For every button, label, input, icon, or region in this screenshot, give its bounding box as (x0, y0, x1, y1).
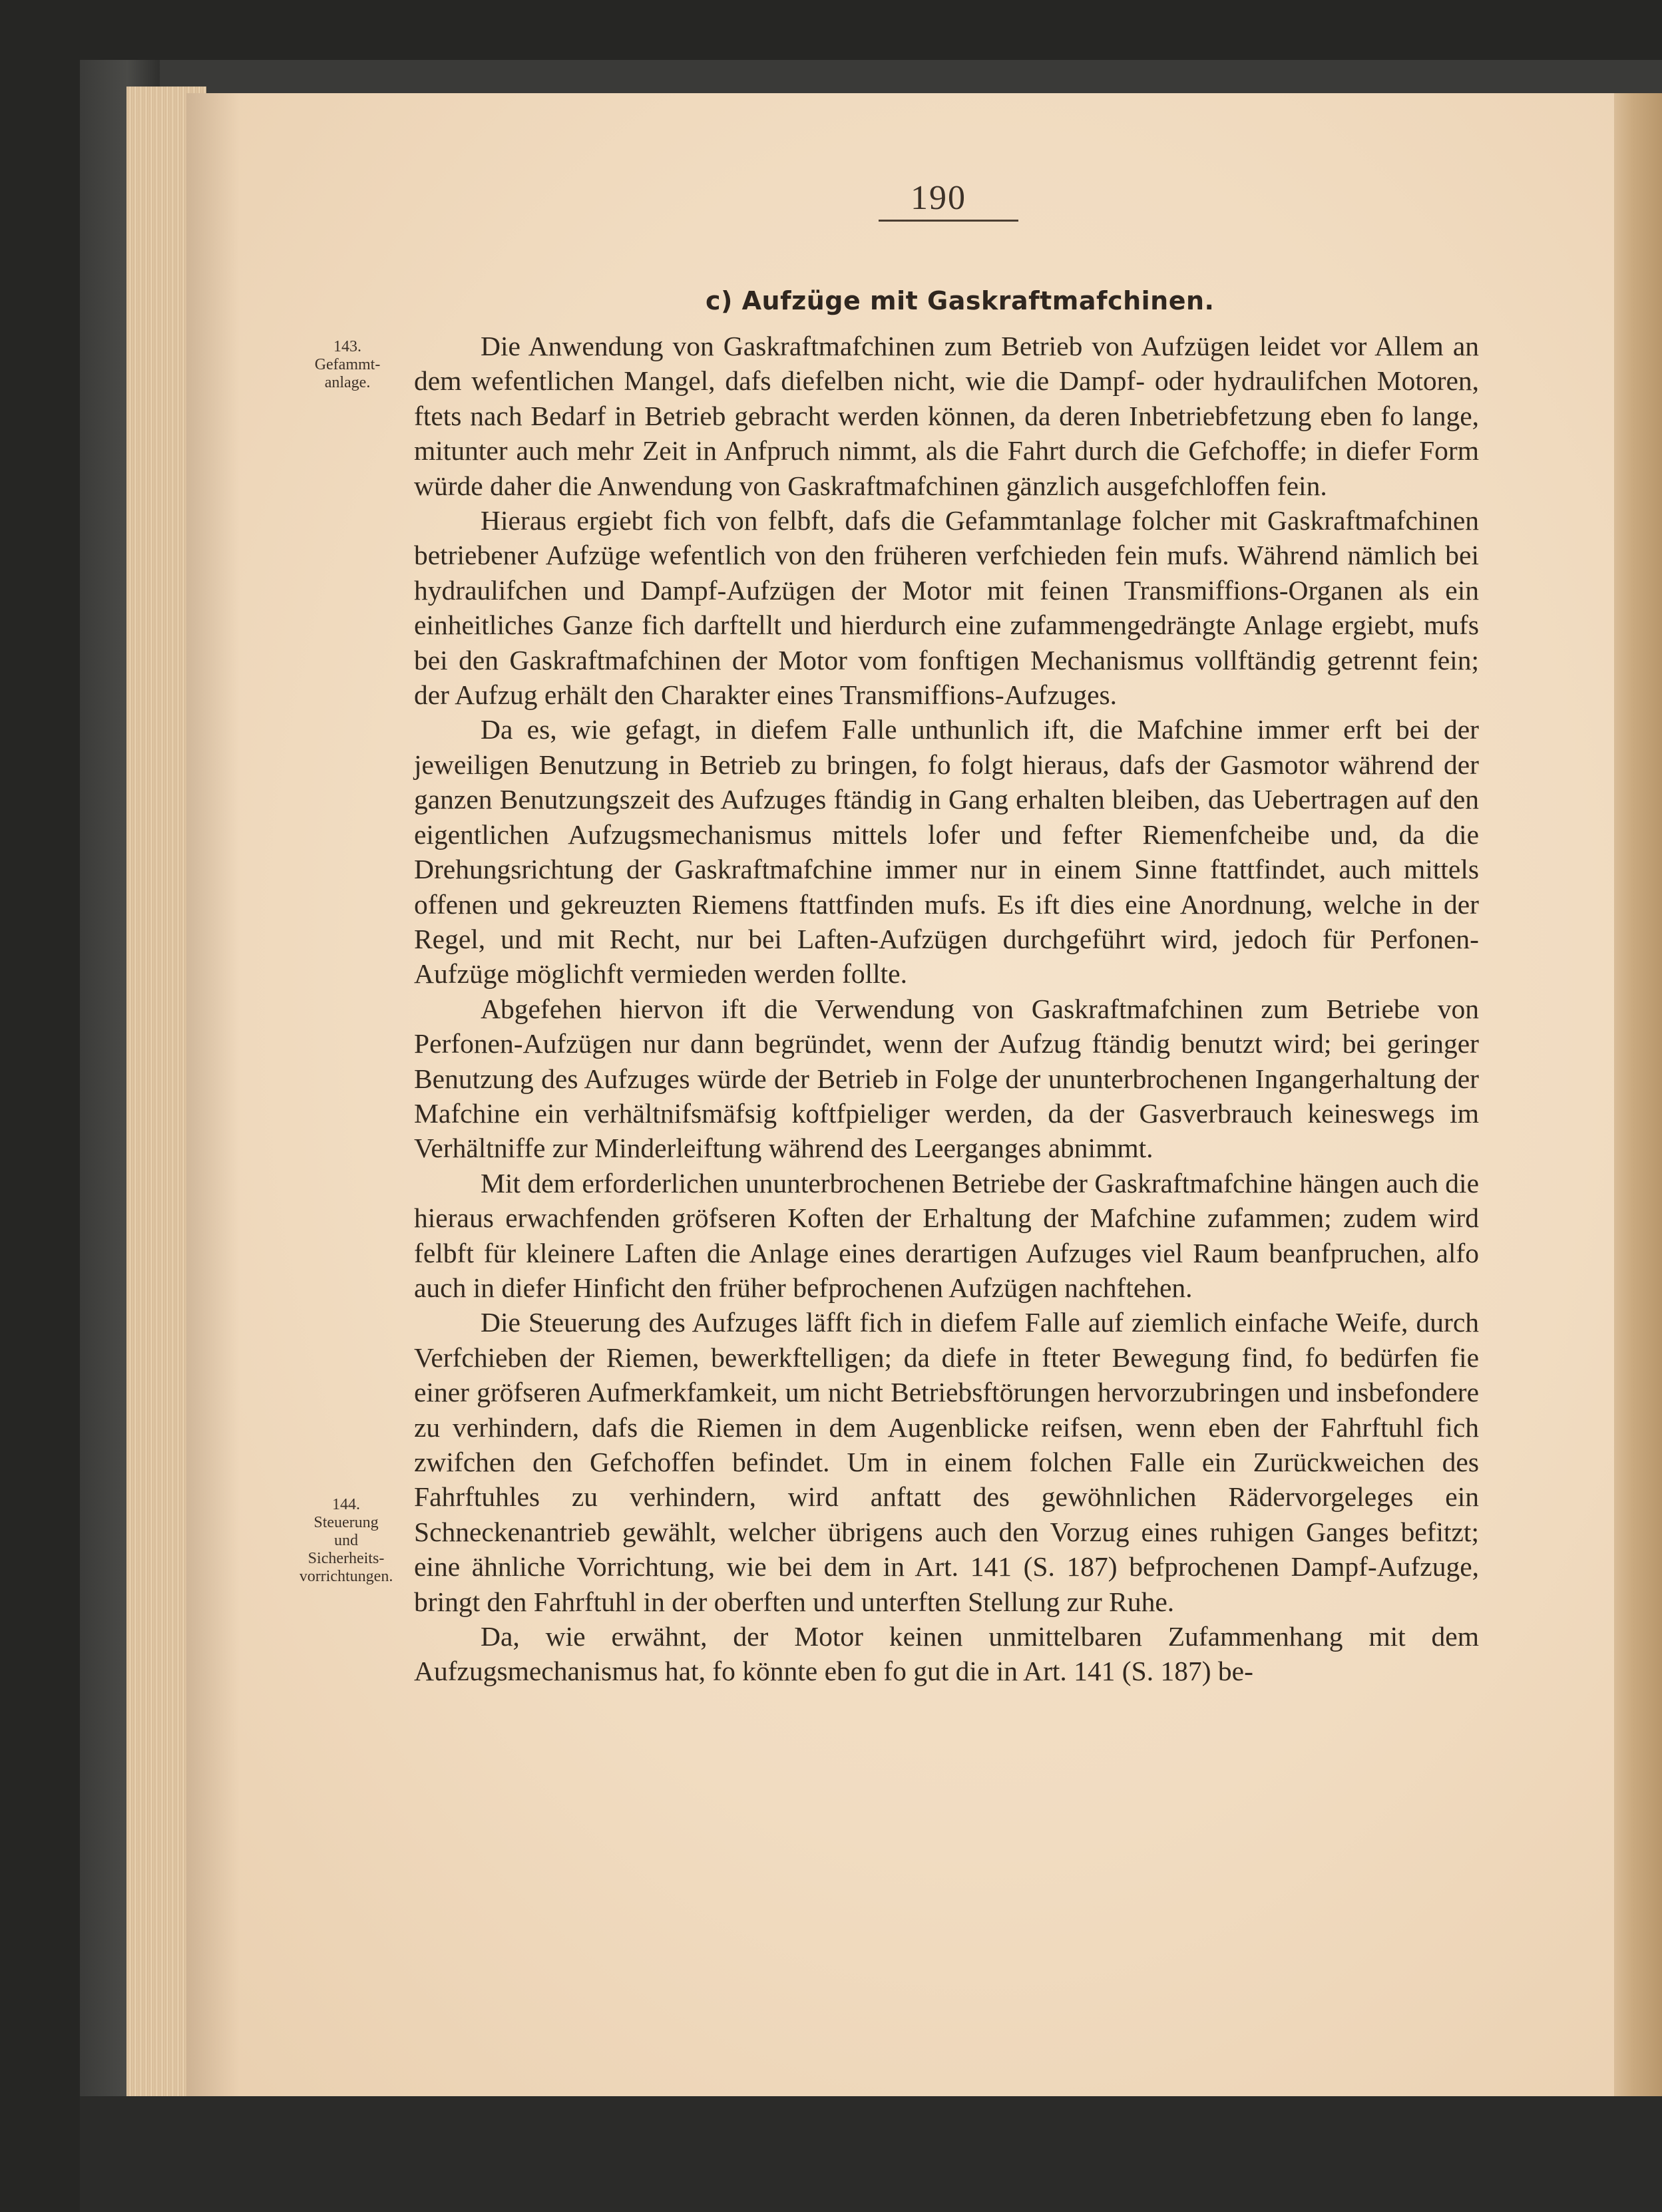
margin-note-line: Steuerung (313, 1514, 379, 1531)
margin-note-143 (281, 338, 414, 392)
section-heading: c) Aufzüge mit Gaskraftmafchinen. (706, 286, 1215, 315)
next-page-edge (1614, 93, 1662, 2096)
paragraph-1: Die Anwendung von Gaskraftmafchinen zum Betrieb von Aufzügen leidet vor Allem an dem wefentlichen Mangel, dafs diefelben nicht, wie die Dampf- oder hydraulifchen Motoren, ftets nach Bedarf in Betrieb gebracht werden können, da deren Inbetriebfetzung eben fo lange, mitunter auch mehr Zeit in Anfpruch nimmt, als die Fahrt durch die Gefchoffe; in diefer Form würde daher die Anwendung von Gaskraftmafchinen gänzlich ausgefchloffen fein. (414, 331, 1479, 501)
margin-note-line: vorrichtungen. (299, 1568, 393, 1585)
margin-note-line: und (334, 1532, 358, 1549)
paragraph-5: Mit dem erforderlichen ununterbrochenen Betriebe der Gaskraftmafchine hängen auch die hieraus erwachfenden gröfseren Koften der Erhaltung der Mafchine zufammen; zudem wird felbft für kleinere Laften die Anlage eines derartigen Aufzuges viel Raum beanfpruchen, alfo auch in diefer Hinficht den früher befprochenen Aufzügen nachftehen. (414, 1167, 1479, 1303)
book-cover-bottom (80, 2096, 1662, 2212)
margin-note-number: 143. (333, 338, 361, 355)
paragraph-2: Hieraus ergiebt fich von felbft, dafs die Gefammtanlage folcher mit Gaskraftmafchinen betriebener Aufzüge wefentlich von den früheren verfchieden fein mufs. Während nämlich bei hydraulifchen und Dampf-Aufzügen der Motor mit feinen Transmiffions-Organen als ein einheitliches Ganze fich darftellt und hierdurch eine zufammengedrängte Anlage ergiebt, mufs bei den Gaskraftmafchinen der Motor vom fonftigen Mechanismus vollftändig getrennt fein; der Aufzug erhält den Charakter eines Transmiffions-Aufzuges. (414, 505, 1479, 711)
body-text (414, 329, 1479, 1689)
page-number: 190 (911, 179, 966, 217)
page-number-rule (879, 220, 1018, 222)
margin-note-144 (273, 1496, 419, 1586)
margin-note-line: anlage. (324, 374, 371, 391)
paragraph-7: Da, wie erwähnt, der Motor keinen unmittelbaren Zufammenhang mit dem Aufzugsmechanismus hat, fo könnte eben fo gut die in Art. 141 (S. 187) be- (414, 1621, 1479, 1687)
margin-note-line: Sicherheits- (308, 1550, 385, 1567)
paragraph-6: Die Steuerung des Aufzuges läfft fich in diefem Falle auf ziemlich einfache Weife, durch Verfchieben der Riemen, bewerkftelligen; da diefe in fteter Bewegung find, fo bedürfen fie einer gröfseren Aufmerkfamkeit, um nicht Betriebsftörungen hervorzubringen und insbefondere zu verhindern, dafs die Riemen in dem Augenblicke reifsen, wenn eben der Fahrftuhl fich zwifchen den Gefchoffen befindet. Um in einem folchen Falle ein Zurückweichen des Fahrftuhles zu verhindern, wird anftatt des gewöhnlichen Rädervorgeleges ein Schneckenantrieb gewählt, welcher übrigens auch den Vorzug eines ruhigen Ganges befitzt; eine ähnliche Vorrichtung, wie bei dem in Art. 141 (S. 187) befprochenen Dampf-Aufzuge, bringt den Fahrftuhl in der oberften und unterften Stellung zur Ruhe. (414, 1307, 1479, 1617)
paragraph-4: Abgefehen hiervon ift die Verwendung von Gaskraftmafchinen zum Betriebe von Perfonen-Aufzügen nur dann begründet, wenn der Aufzug ftändig benutzt wird; bei geringer Benutzung des Aufzuges würde der Betrieb in Folge der ununterbrochenen Ingangerhaltung der Mafchine ein verhältnifsmäfsig koftfpieliger werden, da der Gasverbrauch keineswegs im Verhältniffe zur Minderleiftung während des Leerganges abnimmt. (414, 993, 1479, 1164)
margin-note-line: Gefammt- (314, 356, 381, 373)
gutter-shadow (186, 93, 240, 2096)
margin-note-number: 144. (332, 1496, 360, 1513)
paragraph-3: Da es, wie gefagt, in diefem Falle unthunlich ift, die Mafchine immer erft bei der jeweiligen Benutzung in Betrieb zu bringen, fo folgt hieraus, dafs der Gasmotor während der ganzen Benutzungszeit des Aufzuges ftändig in Gang erhalten bleiben, das Uebertragen auf den eigentlichen Aufzugsmechanismus mittels lofer und fefter Riemenfcheibe und, da die Drehungsrichtung der Gaskraftmafchine immer nur in einem Sinne ftattfindet, auch mittels offenen und gekreuzten Riemens ftattfinden mufs. Es ift dies eine Anordnung, welche in der Regel, und mit Recht, nur bei Laften-Aufzügen durchgeführt wird, jedoch für Perfonen-Aufzüge möglichft vermieden werden follte. (414, 714, 1479, 990)
